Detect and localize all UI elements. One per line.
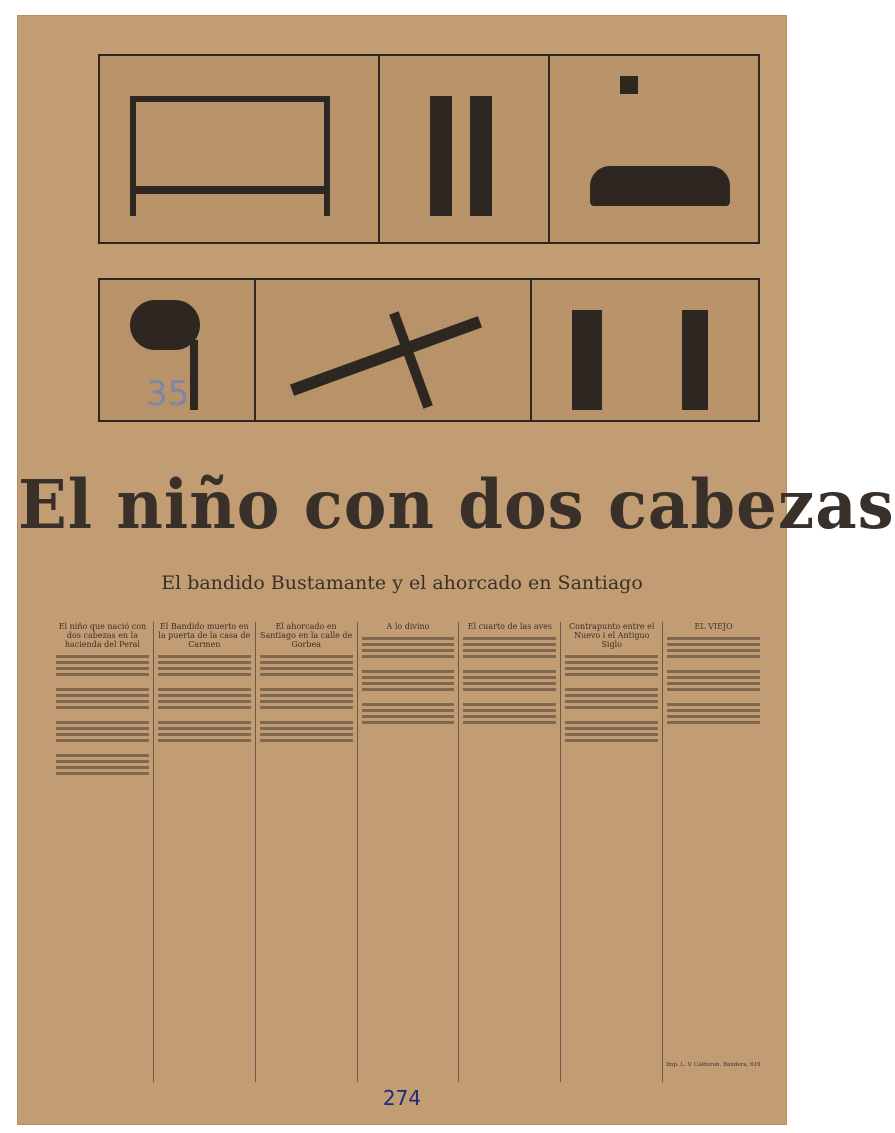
column-4 bbox=[357, 622, 459, 1082]
column-heading: Contrapunto entre el Nuevo i el Antiguo Siglo bbox=[569, 622, 655, 649]
column-1 bbox=[52, 622, 153, 1082]
column-heading: El Bandido muerto en la puerta de la casa de Carmen bbox=[158, 622, 251, 649]
woodcut-panel-cross bbox=[254, 278, 534, 422]
subtitle: El bandido Bustamante y el ahorcado en Santiago bbox=[161, 572, 643, 594]
woodcut-panel-soldiers bbox=[378, 54, 552, 244]
cross-icon bbox=[290, 316, 482, 396]
woodcut-panel-cradle bbox=[548, 54, 760, 244]
column-heading: EL VIEJO bbox=[694, 622, 733, 631]
column-5 bbox=[458, 622, 560, 1082]
bed-frame-icon bbox=[130, 96, 330, 102]
column-heading: El cuarto de las aves bbox=[467, 622, 552, 631]
column-heading: El niño que nació con dos cabezas en la hacienda del Peral bbox=[58, 622, 147, 649]
bandit-figure-icon bbox=[572, 310, 602, 410]
column-3 bbox=[255, 622, 357, 1082]
column-6 bbox=[560, 622, 662, 1082]
page-number: 274 bbox=[382, 1086, 422, 1110]
cradle-icon bbox=[590, 166, 730, 206]
column-7 bbox=[662, 622, 764, 1082]
imprint-text: Imp. L. V. Calderon, Bandera, 619 bbox=[666, 1062, 761, 1068]
pencil-mark: 35 bbox=[146, 374, 190, 414]
verse-columns bbox=[52, 622, 764, 1082]
column-heading: El ahorcado en Santiago en la calle de Gorbea bbox=[260, 622, 353, 649]
soldier-figure-icon bbox=[430, 96, 452, 216]
column-heading: A lo divino bbox=[386, 622, 430, 631]
woodcut-panel-bed bbox=[98, 54, 382, 244]
broadside-sheet bbox=[18, 16, 895, 1124]
column-2 bbox=[153, 622, 255, 1082]
woodcut-panel-bandit bbox=[530, 278, 760, 422]
main-title: El niño con dos cabezas bbox=[18, 466, 895, 545]
